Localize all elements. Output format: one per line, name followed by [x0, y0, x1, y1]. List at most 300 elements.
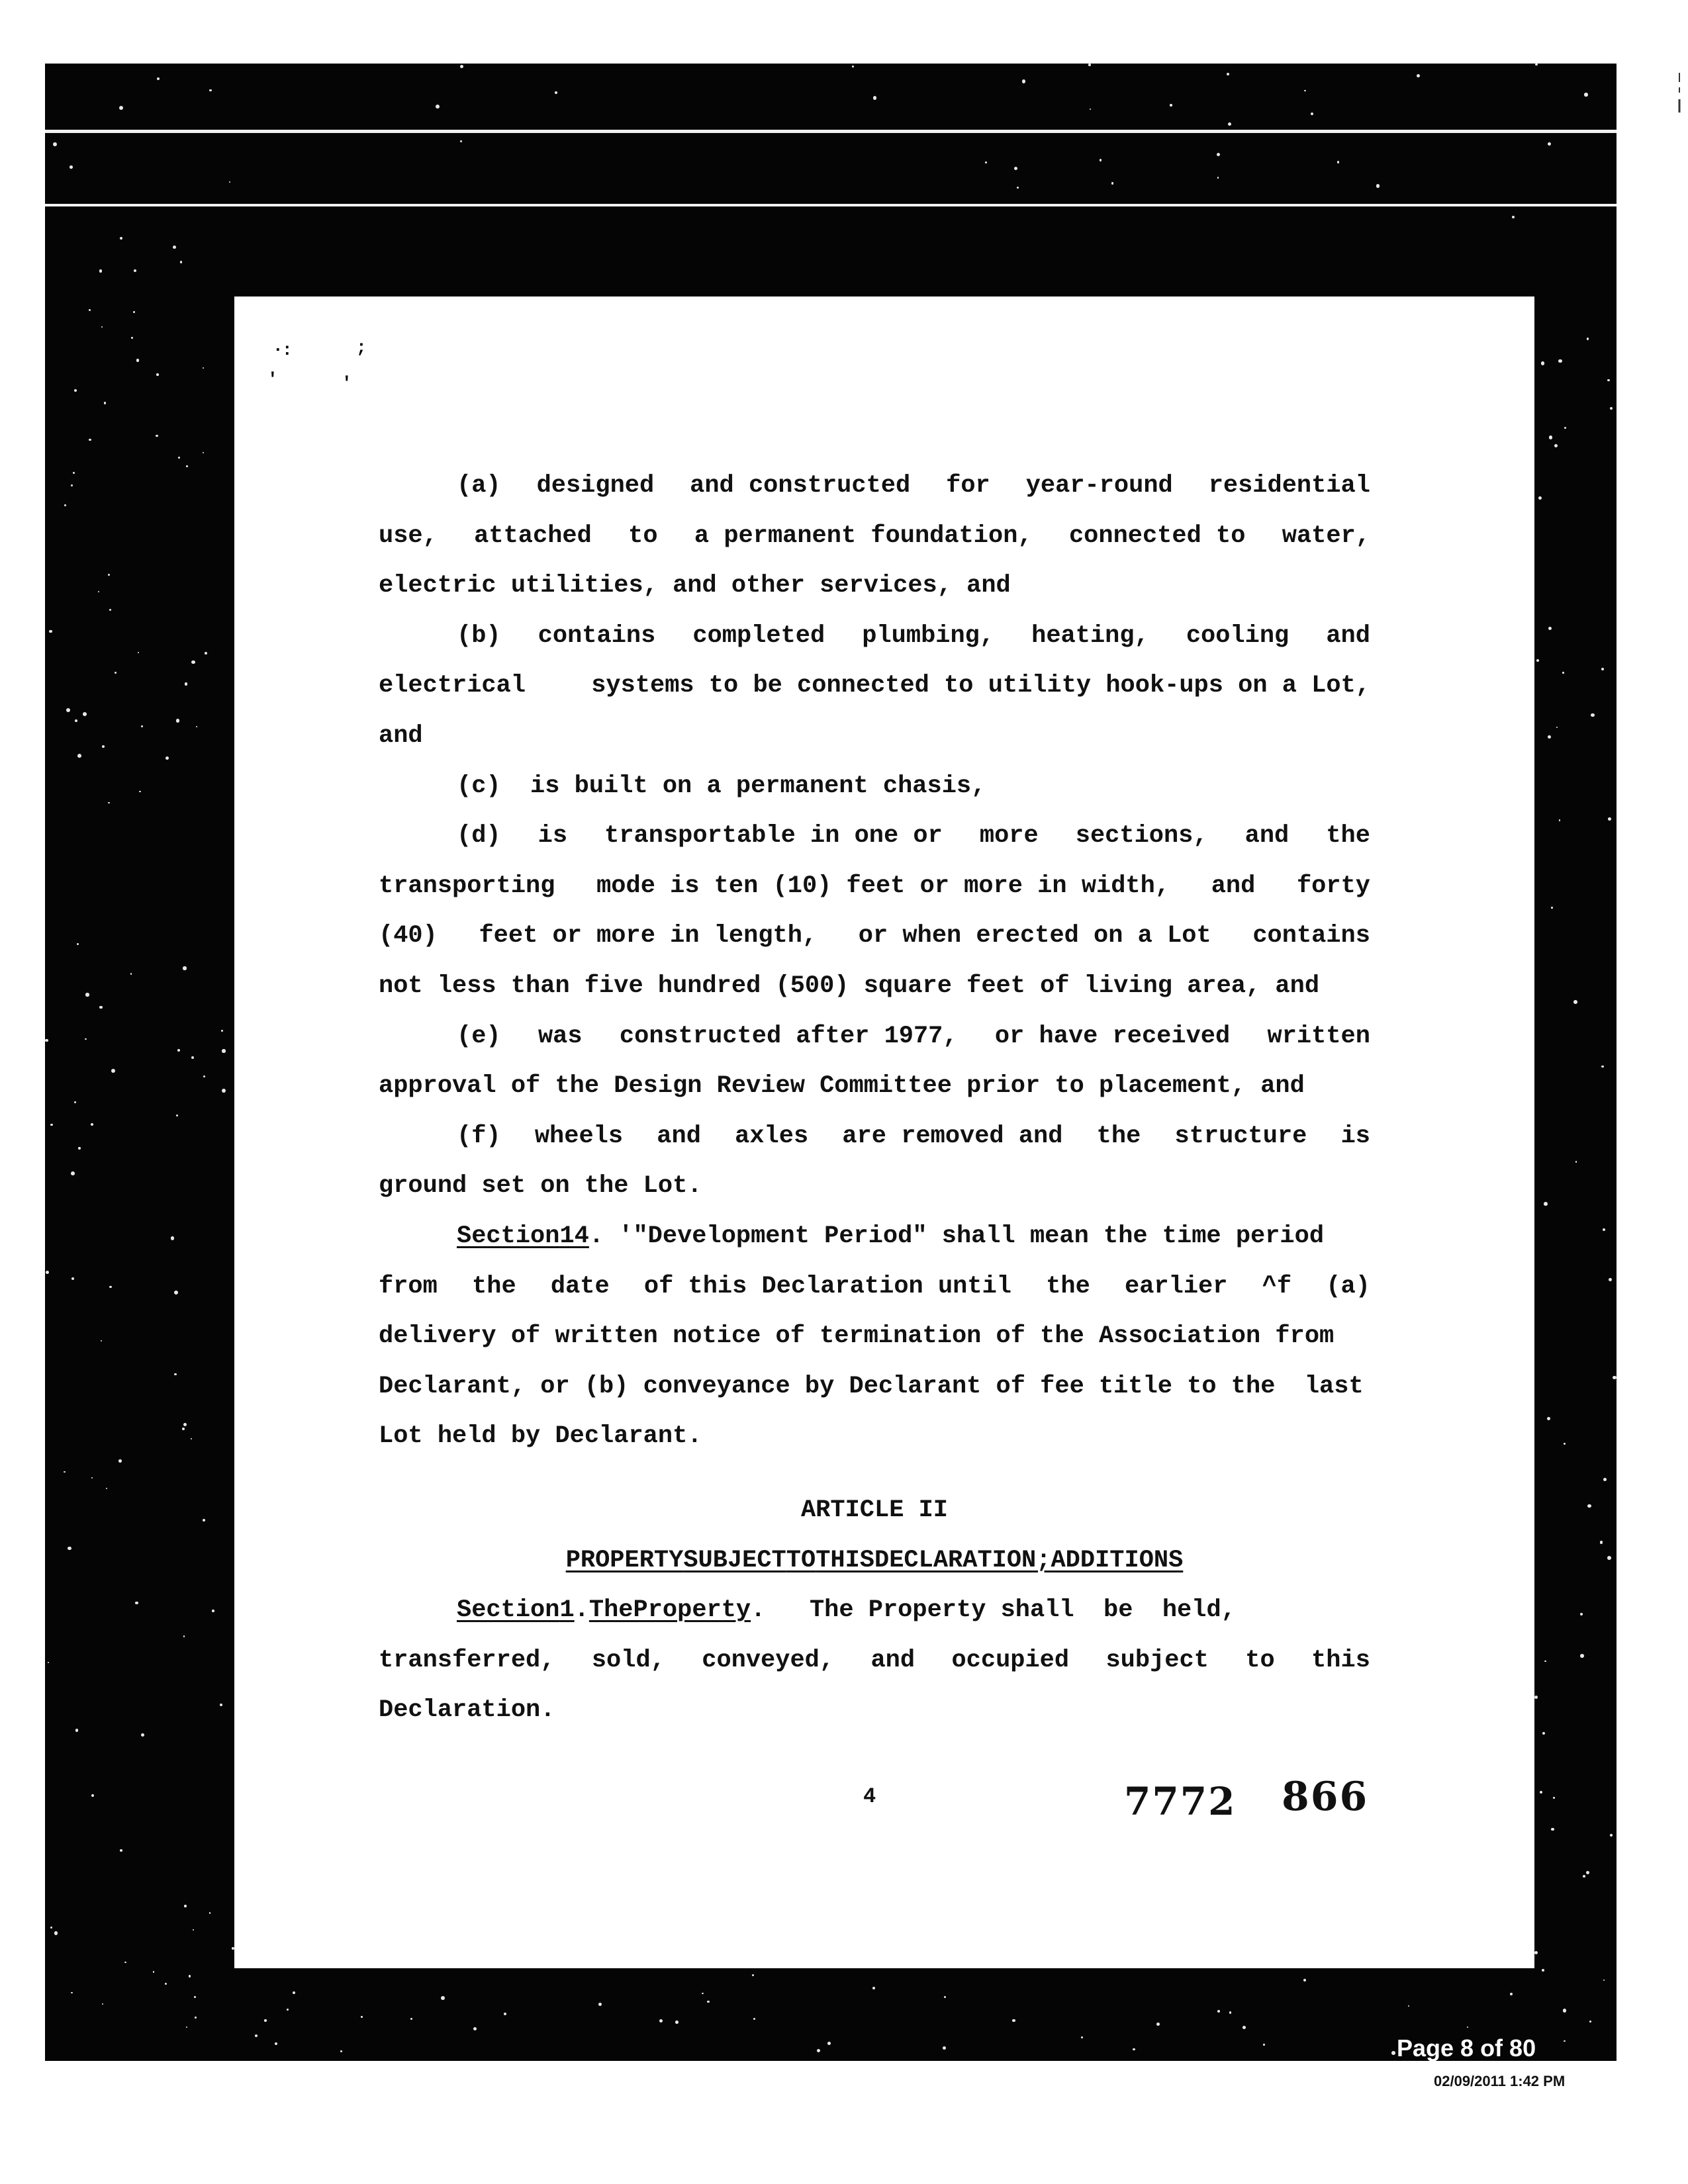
- noise-speck: [171, 1236, 174, 1240]
- noise-speck: [707, 2001, 709, 2003]
- noise-speck: [191, 1438, 192, 1439]
- noise-speck: [340, 2050, 342, 2052]
- noise-speck: [78, 1147, 81, 1150]
- noise-speck: [209, 89, 212, 92]
- noise-speck: [1534, 1951, 1538, 1954]
- noise-speck: [68, 1547, 71, 1550]
- noise-speck: [109, 1286, 112, 1289]
- noise-speck: [71, 1171, 75, 1175]
- line-word: and: [657, 1122, 701, 1150]
- scan-mark: ': [267, 369, 278, 389]
- noise-speck: [1548, 627, 1552, 630]
- noise-speck: [1551, 907, 1553, 909]
- noise-speck: [71, 1277, 74, 1280]
- noise-speck: [135, 1602, 138, 1604]
- noise-speck: [1544, 1661, 1546, 1662]
- line-word: this: [1311, 1646, 1370, 1674]
- noise-speck: [221, 1030, 223, 1032]
- noise-speck: [118, 1459, 122, 1463]
- line-word: wheels: [534, 1122, 624, 1150]
- noise-speck: [598, 2003, 602, 2006]
- line-word: and: [1326, 621, 1370, 650]
- noise-speck: [1547, 1417, 1550, 1420]
- noise-speck: [174, 1291, 178, 1295]
- noise-speck: [1535, 64, 1537, 66]
- noise-speck: [1133, 2048, 1135, 2050]
- noise-speck: [255, 2034, 258, 2037]
- noise-speck: [212, 1610, 214, 1612]
- document-body: [234, 296, 1534, 1968]
- noise-speck: [101, 326, 103, 328]
- section-title: The: [588, 1596, 633, 1625]
- print-timestamp: 02/09/2011 1:42 PM: [1434, 2073, 1566, 2089]
- body-line: [379, 518, 1370, 555]
- frame-rule: [45, 130, 1617, 133]
- noise-speck: [54, 1931, 58, 1935]
- noise-speck: [1591, 713, 1595, 717]
- body-line: [379, 1268, 1370, 1305]
- section-label: Section: [457, 1596, 560, 1625]
- noise-speck: [102, 2003, 103, 2005]
- noise-speck: [1562, 672, 1564, 674]
- line-word: (e): [457, 1022, 501, 1050]
- scan-frame: [45, 64, 1617, 2061]
- noise-speck: [74, 1101, 76, 1103]
- noise-speck: [119, 106, 123, 110]
- noise-speck: [1217, 177, 1219, 178]
- noise-speck: [852, 66, 854, 68]
- noise-speck: [1607, 379, 1609, 381]
- line-word: of this Declaration until: [643, 1272, 1011, 1300]
- line-word: from: [379, 1272, 438, 1300]
- noise-speck: [410, 2018, 412, 2020]
- noise-speck: [48, 1662, 49, 1663]
- noise-speck: [1376, 184, 1380, 188]
- frame-rule: [45, 204, 1617, 206]
- line-word: earlier: [1125, 1272, 1228, 1300]
- body-line: [457, 467, 1370, 504]
- noise-speck: [182, 1428, 185, 1430]
- noise-speck: [176, 719, 180, 723]
- noise-speck: [287, 2009, 289, 2011]
- noise-speck: [1217, 153, 1220, 156]
- line-word: transferred,: [379, 1646, 555, 1674]
- noise-speck: [183, 966, 186, 970]
- noise-speck: [77, 943, 79, 945]
- noise-speck: [104, 402, 107, 404]
- line-word: is: [538, 822, 568, 850]
- body-line: ground set on the Lot.: [379, 1172, 702, 1201]
- noise-speck: [1408, 2005, 1409, 2007]
- noise-speck: [50, 1124, 53, 1126]
- body-line: [379, 917, 1370, 954]
- edge-mark: [1675, 73, 1684, 113]
- noise-speck: [131, 337, 132, 338]
- noise-speck: [191, 660, 195, 664]
- noise-speck: [124, 1962, 126, 1964]
- noise-speck: [873, 96, 877, 100]
- line-word: to: [1245, 1646, 1275, 1674]
- noise-speck: [1542, 1732, 1545, 1735]
- scan-mark: ;: [356, 338, 367, 357]
- noise-speck: [205, 652, 207, 655]
- cutoff-footer-text: Page 8 of 80: [1397, 2034, 1536, 2062]
- noise-speck: [53, 142, 57, 146]
- noise-speck: [106, 1488, 107, 1489]
- line-word: transportable in one or: [604, 822, 943, 850]
- noise-speck: [141, 1733, 144, 1737]
- noise-speck: [702, 1993, 704, 1995]
- noise-speck: [71, 1992, 72, 1993]
- noise-speck: [1012, 2019, 1015, 2023]
- noise-speck: [66, 708, 70, 712]
- noise-speck: [1549, 435, 1553, 439]
- noise-speck: [944, 1996, 946, 1998]
- noise-speck: [176, 1115, 178, 1116]
- noise-speck: [1589, 2021, 1591, 2023]
- noise-speck: [675, 2021, 679, 2024]
- line-word: and: [1244, 822, 1289, 850]
- body-line: [457, 617, 1370, 655]
- noise-speck: [1600, 1541, 1603, 1544]
- noise-speck: [1014, 167, 1017, 170]
- noise-speck: [1512, 216, 1515, 218]
- line-word: for: [946, 472, 990, 500]
- noise-speck: [817, 2049, 821, 2053]
- line-word: and: [870, 1646, 915, 1674]
- noise-speck: [1553, 1797, 1554, 1798]
- noise-speck: [1417, 74, 1420, 77]
- line-word: date: [550, 1272, 610, 1300]
- noise-speck: [985, 161, 987, 163]
- noise-speck: [1081, 2036, 1083, 2038]
- line-word: attached: [474, 522, 592, 550]
- noise-speck: [196, 726, 197, 727]
- noise-speck: [1586, 1871, 1589, 1874]
- body-line: (c) is built on a permanent chasis,: [457, 772, 986, 800]
- line-word: (a): [457, 472, 501, 500]
- noise-speck: [1538, 496, 1542, 500]
- line-word: more: [979, 822, 1039, 850]
- noise-speck: [98, 591, 99, 592]
- book-number: 7772: [1124, 1779, 1237, 1824]
- noise-speck: [1170, 104, 1172, 106]
- line-word: and: [1211, 872, 1256, 900]
- noise-speck: [659, 2019, 663, 2023]
- noise-speck: [139, 791, 140, 792]
- body-line: [457, 1018, 1370, 1055]
- noise-speck: [1601, 668, 1604, 670]
- noise-speck: [50, 1927, 52, 1929]
- line-word: (f): [457, 1122, 501, 1150]
- noise-speck: [1541, 361, 1545, 365]
- scan-mark: .: [273, 336, 283, 356]
- body-line: [379, 667, 1370, 704]
- noise-speck: [1603, 1478, 1607, 1481]
- subheading-word: PROPERTY: [565, 1546, 684, 1574]
- noise-speck: [108, 802, 110, 804]
- noise-speck: [460, 140, 462, 142]
- body-line: Lot held by Declarant.: [379, 1422, 702, 1451]
- noise-speck: [89, 309, 91, 311]
- noise-speck: [473, 2027, 477, 2030]
- noise-speck: [1228, 122, 1231, 126]
- line-word: subject: [1105, 1646, 1209, 1674]
- noise-speck: [174, 1373, 177, 1376]
- line-word: sections,: [1075, 822, 1208, 850]
- noise-speck: [1558, 359, 1562, 363]
- line-word: (a): [1326, 1272, 1370, 1300]
- noise-speck: [91, 1123, 93, 1126]
- noise-speck: [1610, 1834, 1613, 1837]
- section-dot: .: [574, 1596, 589, 1625]
- body-line: [457, 1118, 1370, 1155]
- line-word: (40): [379, 922, 438, 950]
- noise-speck: [108, 574, 110, 576]
- noise-speck: [111, 1069, 115, 1073]
- noise-speck: [1603, 1228, 1605, 1231]
- line-word: transporting: [379, 872, 555, 900]
- noise-speck: [186, 465, 188, 467]
- line-word: completed: [692, 621, 825, 650]
- noise-speck: [1544, 1202, 1548, 1206]
- document-page: [234, 296, 1534, 1968]
- noise-speck: [827, 2042, 831, 2045]
- body-line: [379, 1642, 1370, 1679]
- noise-speck: [1551, 1828, 1554, 1831]
- noise-speck: [99, 1006, 103, 1009]
- line-word: structure: [1174, 1122, 1307, 1150]
- line-word: or when erected on a Lot: [858, 922, 1211, 950]
- noise-speck: [203, 367, 204, 369]
- noise-speck: [184, 1905, 187, 1907]
- noise-speck: [1583, 1875, 1585, 1878]
- subheading-word: DECLARATION;: [874, 1546, 1051, 1574]
- noise-speck: [1548, 735, 1551, 739]
- line-word: electrical: [379, 672, 526, 700]
- noise-speck: [752, 1974, 754, 1976]
- noise-speck: [1303, 1979, 1306, 1981]
- noise-speck: [1022, 79, 1026, 83]
- noise-speck: [1580, 1613, 1583, 1615]
- noise-speck: [1156, 2023, 1160, 2026]
- noise-speck: [85, 993, 89, 997]
- body-line: Declarant, or (b) conveyance by Declarant of fee title to the last: [379, 1372, 1364, 1400]
- noise-speck: [1311, 113, 1313, 115]
- noise-speck: [555, 91, 557, 94]
- line-word: a permanent foundation,: [694, 522, 1033, 550]
- line-word: the: [1046, 1272, 1090, 1300]
- section-14-heading: [457, 1218, 1370, 1255]
- noise-speck: [178, 457, 180, 459]
- line-word: feet or more in length,: [479, 922, 818, 950]
- noise-speck: [109, 609, 112, 612]
- noise-speck: [83, 712, 87, 716]
- line-word: mode is ten (10) feet or more in width,: [596, 872, 1170, 900]
- line-word: the: [472, 1272, 516, 1300]
- line-word: or have received: [994, 1022, 1231, 1050]
- noise-speck: [165, 1983, 167, 1985]
- noise-speck: [191, 1056, 194, 1059]
- body-line: [379, 868, 1370, 905]
- noise-speck: [1587, 1504, 1591, 1508]
- noise-speck: [1554, 444, 1558, 447]
- noise-speck: [1467, 2026, 1468, 2028]
- line-word: use,: [379, 522, 438, 550]
- noise-speck: [157, 77, 160, 80]
- page-reference: 866: [1282, 1774, 1369, 1820]
- noise-speck: [120, 1849, 122, 1852]
- noise-speck: [183, 1423, 187, 1426]
- noise-speck: [49, 630, 52, 633]
- noise-speck: [1548, 142, 1551, 146]
- noise-speck: [1088, 64, 1090, 66]
- noise-speck: [185, 682, 187, 685]
- line-word: designed: [536, 472, 655, 500]
- noise-speck: [1556, 727, 1558, 728]
- noise-speck: [1542, 1969, 1544, 1972]
- noise-speck: [45, 1039, 48, 1042]
- section-label: Section: [457, 1222, 560, 1250]
- noise-speck: [436, 105, 440, 109]
- noise-speck: [186, 2026, 187, 2028]
- section-text: . The Property shall be held,: [751, 1596, 1236, 1625]
- noise-speck: [1609, 1278, 1612, 1281]
- noise-speck: [1510, 1993, 1513, 1995]
- noise-speck: [75, 1729, 78, 1731]
- article-subheading: [379, 1542, 1370, 1579]
- noise-speck: [1564, 427, 1566, 429]
- noise-speck: [101, 1340, 102, 1342]
- noise-speck: [220, 1704, 222, 1706]
- body-line: [457, 817, 1370, 854]
- line-word: the: [1326, 822, 1370, 850]
- noise-speck: [1111, 182, 1113, 184]
- line-word: is: [1340, 1122, 1370, 1150]
- noise-speck: [130, 973, 132, 974]
- noise-speck: [1587, 338, 1589, 340]
- noise-speck: [1540, 1791, 1542, 1794]
- line-word: are removed and: [842, 1122, 1063, 1150]
- noise-speck: [138, 652, 139, 653]
- noise-speck: [193, 1929, 194, 1931]
- line-word: plumbing,: [862, 621, 995, 650]
- line-word: constructed after 1977,: [619, 1022, 958, 1050]
- noise-speck: [222, 1049, 225, 1052]
- noise-speck: [203, 1519, 206, 1522]
- noise-speck: [1601, 1066, 1603, 1068]
- noise-speck: [195, 2017, 197, 2019]
- noise-speck: [71, 484, 73, 486]
- line-word: sold,: [591, 1646, 665, 1674]
- noise-speck: [136, 359, 139, 361]
- noise-speck: [173, 246, 176, 249]
- noise-speck: [1304, 90, 1306, 92]
- noise-speck: [74, 389, 77, 392]
- noise-speck: [209, 1912, 211, 1914]
- noise-speck: [1564, 2040, 1566, 2042]
- section-1-heading: [457, 1592, 1370, 1629]
- body-line: Declaration.: [379, 1696, 555, 1725]
- line-word: contains: [1252, 922, 1370, 950]
- noise-speck: [1564, 1443, 1566, 1445]
- noise-speck: [1573, 1000, 1577, 1004]
- noise-speck: [1217, 2010, 1220, 2013]
- line-word: forty: [1296, 872, 1370, 900]
- noise-speck: [1243, 2026, 1246, 2029]
- noise-speck: [133, 311, 135, 313]
- noise-speck: [1227, 73, 1229, 75]
- line-word: ^f: [1262, 1272, 1292, 1300]
- noise-speck: [64, 504, 66, 506]
- cutoff-footer: [1397, 2034, 1593, 2062]
- noise-speck: [141, 725, 143, 727]
- section-number: 1: [559, 1596, 575, 1625]
- scan-mark: :: [282, 340, 293, 360]
- page-number: 4: [863, 1784, 876, 1809]
- line-word: the: [1096, 1122, 1141, 1150]
- line-word: was: [538, 1022, 583, 1050]
- noise-speck: [1608, 817, 1611, 821]
- noise-speck: [156, 373, 159, 376]
- noise-speck: [91, 1794, 94, 1797]
- line-word: systems to be connected to utility hook-ups on a Lot,: [591, 672, 1370, 700]
- line-word: year-round: [1025, 472, 1173, 500]
- noise-speck: [1391, 2051, 1395, 2055]
- noise-speck: [75, 719, 77, 722]
- line-word: water,: [1282, 522, 1370, 550]
- line-word: heating,: [1031, 621, 1149, 650]
- noise-speck: [134, 269, 136, 272]
- body-line: and: [379, 722, 423, 750]
- noise-speck: [165, 756, 169, 760]
- noise-speck: [943, 2046, 946, 2050]
- line-word: (b): [457, 621, 501, 650]
- line-word: (d): [457, 822, 501, 850]
- noise-speck: [264, 2019, 266, 2021]
- noise-speck: [1610, 407, 1613, 410]
- noise-speck: [115, 672, 117, 674]
- noise-speck: [1017, 187, 1019, 189]
- noise-speck: [275, 2042, 277, 2045]
- noise-speck: [222, 1089, 226, 1093]
- line-word: contains: [538, 621, 656, 650]
- noise-speck: [77, 754, 81, 758]
- noise-speck: [1613, 1376, 1616, 1379]
- article-heading: ARTICLE II: [800, 1496, 949, 1524]
- noise-speck: [183, 1635, 185, 1637]
- noise-speck: [120, 237, 122, 240]
- noise-speck: [1559, 819, 1560, 821]
- noise-speck: [64, 1471, 66, 1473]
- noise-speck: [293, 1991, 295, 1994]
- noise-speck: [203, 452, 204, 453]
- noise-speck: [1337, 161, 1340, 163]
- line-word: occupied: [951, 1646, 1070, 1674]
- noise-speck: [73, 472, 75, 474]
- scan-mark: ': [342, 373, 352, 393]
- line-word: connected to: [1068, 522, 1246, 550]
- noise-speck: [203, 1075, 205, 1077]
- noise-speck: [177, 1049, 180, 1052]
- line-word: cooling: [1186, 621, 1289, 650]
- noise-speck: [180, 261, 182, 263]
- noise-speck: [460, 65, 463, 68]
- noise-speck: [1563, 2009, 1567, 2013]
- body-line: not less than five hundred (500) square feet of living area, and: [379, 972, 1320, 1000]
- body-line: electric utilities, and other services, and: [379, 572, 1011, 600]
- noise-speck: [1607, 1556, 1611, 1560]
